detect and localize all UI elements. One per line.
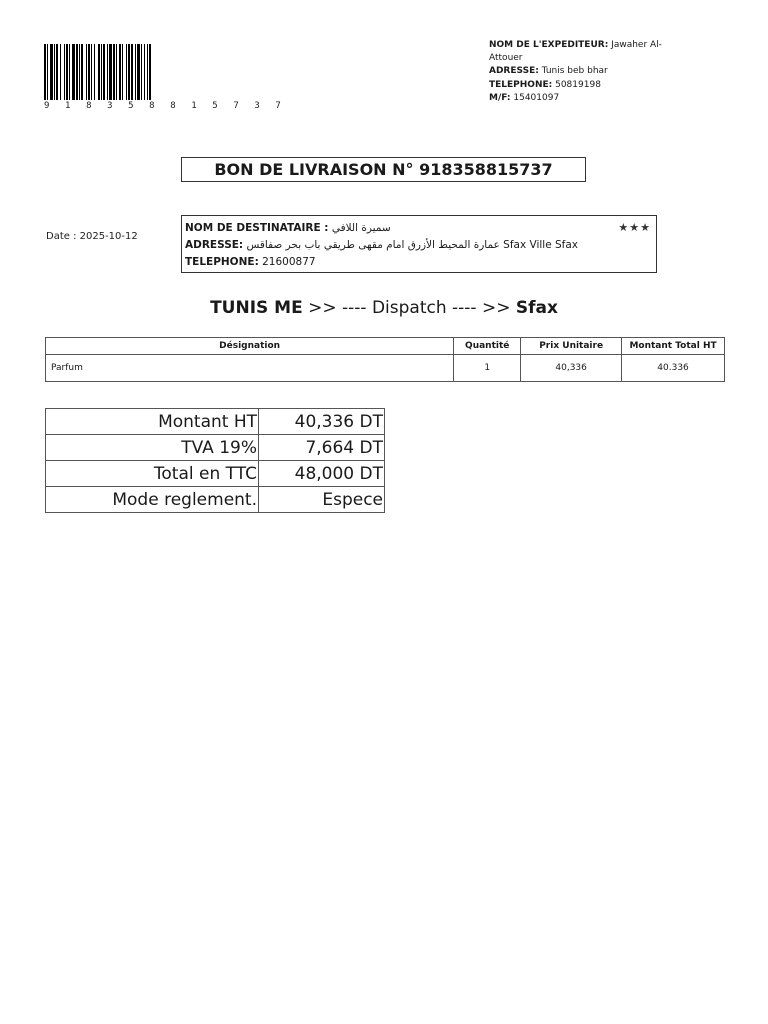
payment-mode-label: Mode reglement. bbox=[46, 487, 259, 513]
header-quantity: Quantité bbox=[454, 338, 521, 355]
item-quantity: 1 bbox=[454, 355, 521, 382]
recipient-name-label: NOM DE DESTINATAIRE : bbox=[185, 222, 329, 234]
total-ttc-label: Total en TTC bbox=[46, 461, 259, 487]
totals-row-payment bbox=[46, 487, 385, 513]
barcode-bar bbox=[94, 44, 95, 100]
barcode-bar bbox=[119, 44, 121, 100]
recipient-info bbox=[181, 215, 657, 273]
barcode-bar bbox=[137, 44, 140, 100]
sender-phone-label: TELEPHONE: bbox=[489, 79, 553, 90]
recipient-phone-value: 21600877 bbox=[262, 256, 316, 268]
barcode-bar bbox=[91, 44, 92, 100]
header-unit-price: Prix Unitaire bbox=[521, 338, 622, 355]
barcode-bar bbox=[109, 44, 112, 100]
barcode-bar bbox=[86, 44, 87, 100]
barcode-bar bbox=[126, 44, 127, 100]
barcode-bar bbox=[98, 44, 100, 100]
sender-phone-value: 50819198 bbox=[555, 79, 601, 90]
barcode-bar bbox=[66, 44, 68, 100]
total-ht-label: Montant HT bbox=[46, 409, 259, 435]
barcode-bar bbox=[50, 44, 53, 100]
totals-row-ttc bbox=[46, 461, 385, 487]
tva-label: TVA 19% bbox=[46, 435, 259, 461]
barcode-bar bbox=[47, 44, 48, 100]
barcode-bar bbox=[76, 44, 78, 100]
recipient-address-value: عمارة المحيط الأزرق امام مقهى طريقي باب بحر صفاقس Sfax Ville Sfax bbox=[246, 239, 579, 251]
barcode-bar bbox=[103, 44, 105, 100]
barcode-bar bbox=[116, 44, 117, 100]
barcode-bar bbox=[128, 44, 130, 100]
barcode-bar bbox=[141, 44, 142, 100]
item-designation: Parfum bbox=[46, 355, 454, 382]
sender-phone-line bbox=[489, 79, 679, 92]
rating-stars-icon: ★★★ bbox=[618, 221, 651, 234]
barcode-bar bbox=[56, 44, 58, 100]
barcode-graphic bbox=[44, 44, 188, 100]
barcode-bar bbox=[131, 44, 133, 100]
barcode-bar bbox=[54, 44, 55, 100]
route-line bbox=[0, 298, 768, 318]
route-origin: TUNIS ME bbox=[210, 298, 303, 318]
barcode-digits: 9 1 8 3 5 8 8 1 5 7 3 7 bbox=[44, 101, 286, 111]
totals-row-ht bbox=[46, 409, 385, 435]
header-total-ht: Montant Total HT bbox=[622, 338, 725, 355]
barcode-bar bbox=[101, 44, 102, 100]
sender-info bbox=[489, 39, 679, 105]
barcode-bar bbox=[144, 44, 145, 100]
header-designation: Désignation bbox=[46, 338, 454, 355]
sender-address-label: ADRESSE: bbox=[489, 66, 539, 77]
barcode-bar bbox=[107, 44, 108, 100]
tva-value: 7,664 DT bbox=[259, 435, 385, 461]
sender-name-label: NOM DE L'EXPEDITEUR: bbox=[489, 40, 609, 50]
document-date: Date : 2025-10-12 bbox=[46, 231, 138, 242]
barcode-bar bbox=[72, 44, 75, 100]
sender-address-line bbox=[489, 65, 679, 78]
items-table bbox=[45, 337, 725, 382]
barcode-bar bbox=[64, 44, 65, 100]
barcode-bar bbox=[135, 44, 136, 100]
items-header-row bbox=[46, 338, 725, 355]
item-total-ht: 40.336 bbox=[622, 355, 725, 382]
document-title: BON DE LIVRAISON N° 918358815737 bbox=[181, 157, 586, 182]
recipient-name-line bbox=[185, 220, 653, 237]
sender-name-value: Jawaher Al-Attouer bbox=[489, 40, 662, 64]
totals-table bbox=[45, 408, 385, 513]
sender-mf-label: M/F: bbox=[489, 92, 511, 103]
barcode-bar bbox=[69, 44, 70, 100]
barcode-bar bbox=[147, 44, 148, 100]
recipient-address-label: ADRESSE: bbox=[185, 239, 244, 251]
barcode-bar bbox=[44, 44, 46, 100]
total-ttc-value: 48,000 DT bbox=[259, 461, 385, 487]
recipient-phone-line bbox=[185, 254, 653, 271]
total-ht-value: 40,336 DT bbox=[259, 409, 385, 435]
table-row bbox=[46, 355, 725, 382]
sender-mf-line bbox=[489, 92, 679, 105]
barcode-bar bbox=[79, 44, 80, 100]
item-unit-price: 40,336 bbox=[521, 355, 622, 382]
recipient-phone-label: TELEPHONE: bbox=[185, 256, 259, 268]
sender-address-value: Tunis beb bhar bbox=[541, 66, 608, 77]
recipient-address-line bbox=[185, 237, 653, 254]
recipient-name-value: سميرة اللافي bbox=[331, 222, 391, 234]
barcode-bar bbox=[122, 44, 123, 100]
barcode-bar bbox=[113, 44, 115, 100]
barcode-bar bbox=[149, 44, 151, 100]
totals-row-tva bbox=[46, 435, 385, 461]
sender-name-line bbox=[489, 39, 679, 65]
sender-mf-value: 15401097 bbox=[513, 92, 560, 103]
barcode-bar bbox=[60, 44, 61, 100]
payment-mode-value: Espece bbox=[259, 487, 385, 513]
route-destination: Sfax bbox=[515, 298, 558, 318]
route-middle: >> ---- Dispatch ---- >> bbox=[302, 298, 516, 318]
barcode-bar bbox=[88, 44, 90, 100]
barcode-bar bbox=[81, 44, 83, 100]
